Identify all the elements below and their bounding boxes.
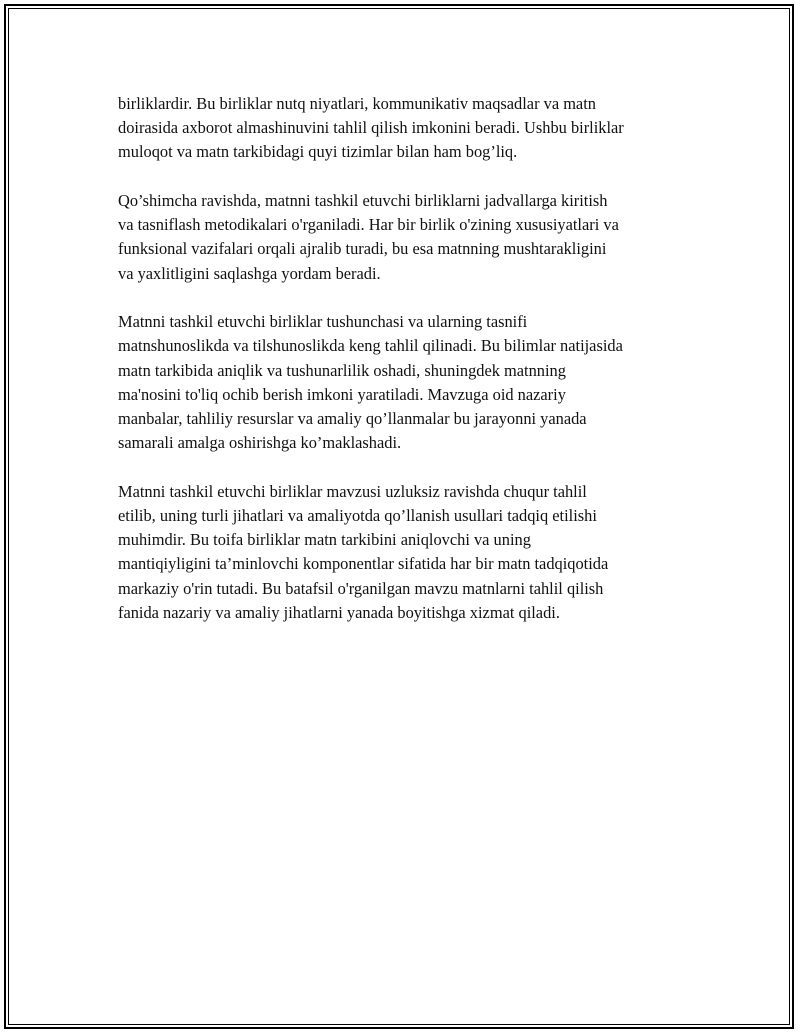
text-line: birliklardir. Bu birliklar nutq niyatlari, kommunikativ maqsadlar va matn — [118, 94, 596, 113]
document-body — [118, 92, 698, 649]
text-line: Matnni tashkil etuvchi birliklar mavzusi uzluksiz ravishda chuqur tahlil — [118, 481, 587, 501]
text-line: matnshunoslikda va tilshunoslikda keng tahlil qilinadi. Bu bilimlar natijasida — [118, 336, 623, 356]
paragraph — [118, 189, 698, 286]
paragraph — [118, 310, 698, 455]
text-line: markaziy o'rin tutadi. Bu batafsil o'rganilgan mavzu matnlarni tahlil qilish — [118, 578, 604, 598]
text-line: Qo’shimcha ravishda, matnni tashkil etuvchi birliklarni jadvallarga kiritish — [118, 191, 608, 210]
paragraph — [118, 92, 698, 165]
text-line: doirasida axborot almashinuvini tahlil qilish imkonini beradi. Ushbu birliklar — [118, 118, 624, 138]
text-line: ma'nosini to'liq ochib berish imkoni yaratiladi. Mavzuga oid nazariy — [118, 384, 566, 404]
text-line: va yaxlitligini saqlashga yordam beradi. — [118, 263, 381, 283]
text-line: fanida nazariy va amaliy jihatlarni yanada boyitishga xizmat qiladi. — [118, 602, 560, 622]
text-line: muhimdir. Bu toifa birliklar matn tarkibini aniqlovchi va uning — [118, 530, 531, 550]
text-line: va tasniflash metodikalari o'rganiladi. Har bir birlik o'zining xususiyatlari va — [118, 215, 619, 235]
text-line: funksional vazifalari orqali ajralib turadi, bu esa matnning mushtarakligini — [118, 239, 607, 259]
text-line: muloqot va matn tarkibidagi quyi tizimlar bilan ham bog’liq. — [118, 142, 518, 162]
text-line: matn tarkibida aniqlik va tushunarlilik oshadi, shuningdek matnning — [118, 360, 566, 380]
paragraph — [118, 480, 698, 625]
text-line: Matnni tashkil etuvchi birliklar tushunchasi va ularning tasnifi — [118, 312, 528, 332]
text-line: manbalar, tahliliy resurslar va amaliy qo’llanmalar bu jarayonni yanada — [118, 409, 587, 429]
text-line: mantiqiyligini ta’minlovchi komponentlar sifatida har bir matn tadqiqotida — [118, 554, 609, 574]
text-line: etilib, uning turli jihatlari va amaliyotda qo’llanish usullari tadqiq etilishi — [118, 506, 597, 526]
text-line: samarali amalga oshirishga ko’maklashadi. — [118, 433, 402, 453]
